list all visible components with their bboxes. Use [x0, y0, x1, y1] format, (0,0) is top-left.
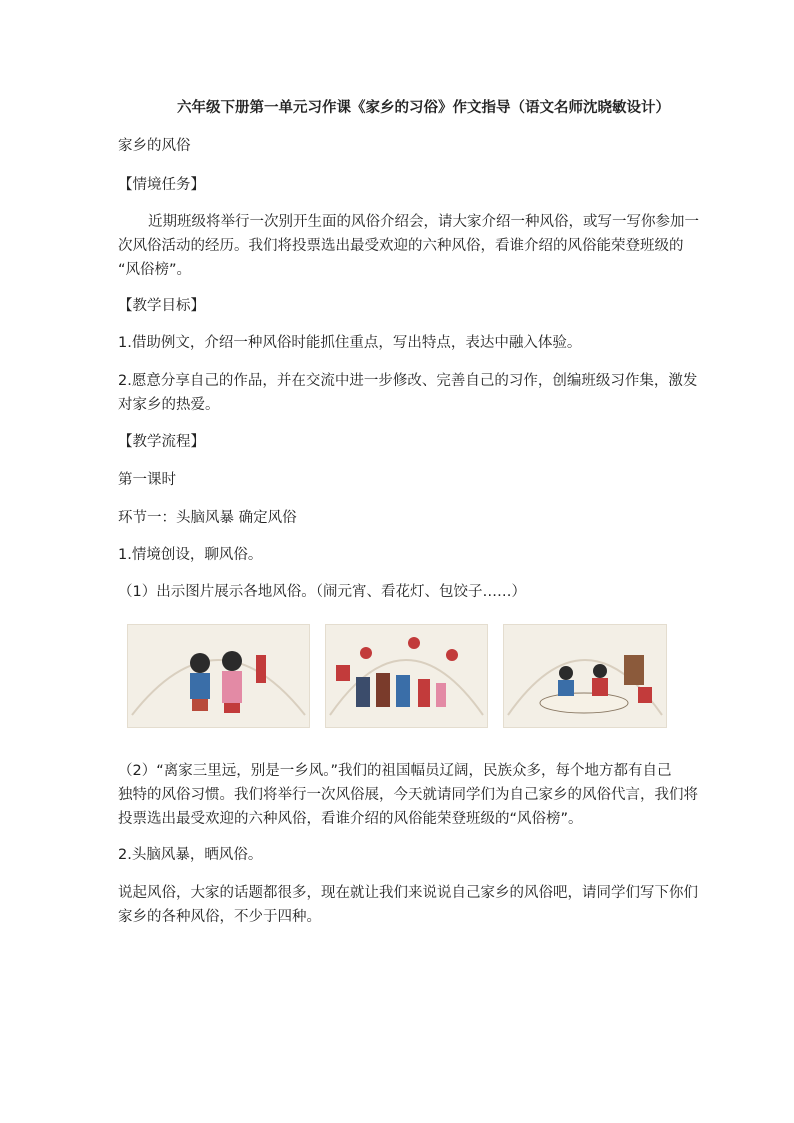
item-2-text-line-2: 家乡的各种风俗，不少于四种。 — [118, 909, 321, 925]
document-subtitle: 家乡的风俗 — [118, 138, 191, 154]
item-1-sub-2-line-1: （2）“离家三里远，别是一乡风。”我们的祖国幅员辽阔，民族众多，每个地方都有自己 — [118, 763, 672, 779]
item-1-sub-2-line-3: 投票选出最受欢迎的六种风俗，看谁介绍的风俗能荣登班级的“风俗榜”。 — [118, 811, 583, 827]
task-heading: 【情境任务】 — [118, 177, 205, 193]
flow-heading: 【教学流程】 — [118, 434, 205, 450]
item-2-text-line-1: 说起风俗，大家的话题都很多，现在就让我们来说说自己家乡的风俗吧，请同学们写下你们 — [118, 885, 698, 901]
step-1-title: 环节一：头脑风暴 确定风俗 — [118, 510, 297, 526]
custom-illustration-1 — [127, 624, 310, 728]
custom-illustration-2 — [325, 624, 488, 728]
goal-2-line-2: 对家乡的热爱。 — [118, 397, 220, 413]
item-1-sub-1: （1）出示图片展示各地风俗。（闹元宵、看花灯、包饺子……） — [118, 584, 526, 600]
item-1-title: 1.情境创设，聊风俗。 — [118, 547, 263, 563]
item-1-sub-2-line-2: 独特的风俗习惯。我们将举行一次风俗展，今天就请同学们为自己家乡的风俗代言，我们将 — [118, 787, 698, 803]
goal-1: 1.借助例文，介绍一种风俗时能抓住重点，写出特点，表达中融入体验。 — [118, 335, 582, 351]
goal-2-line-1: 2.愿意分享自己的作品，并在交流中进一步修改、完善自己的习作，创编班级习作集，激发 — [118, 373, 698, 389]
goal-heading: 【教学目标】 — [118, 298, 205, 314]
item-2-title: 2.头脑风暴，晒风俗。 — [118, 847, 263, 863]
lesson-1-label: 第一课时 — [118, 472, 176, 488]
task-paragraph-line-1: 近期班级将举行一次别开生面的风俗介绍会，请大家介绍一种风俗，或写一写你参加一 — [148, 214, 699, 230]
document-title: 六年级下册第一单元习作课《家乡的习俗》作文指导（语文名师沈晓敏设计） — [177, 100, 670, 116]
task-paragraph-line-2: 次风俗活动的经历。我们将投票选出最受欢迎的六种风俗，看谁介绍的风俗能荣登班级的 — [118, 238, 684, 254]
custom-illustration-3 — [503, 624, 667, 728]
task-paragraph-line-3: “风俗榜”。 — [118, 262, 192, 278]
